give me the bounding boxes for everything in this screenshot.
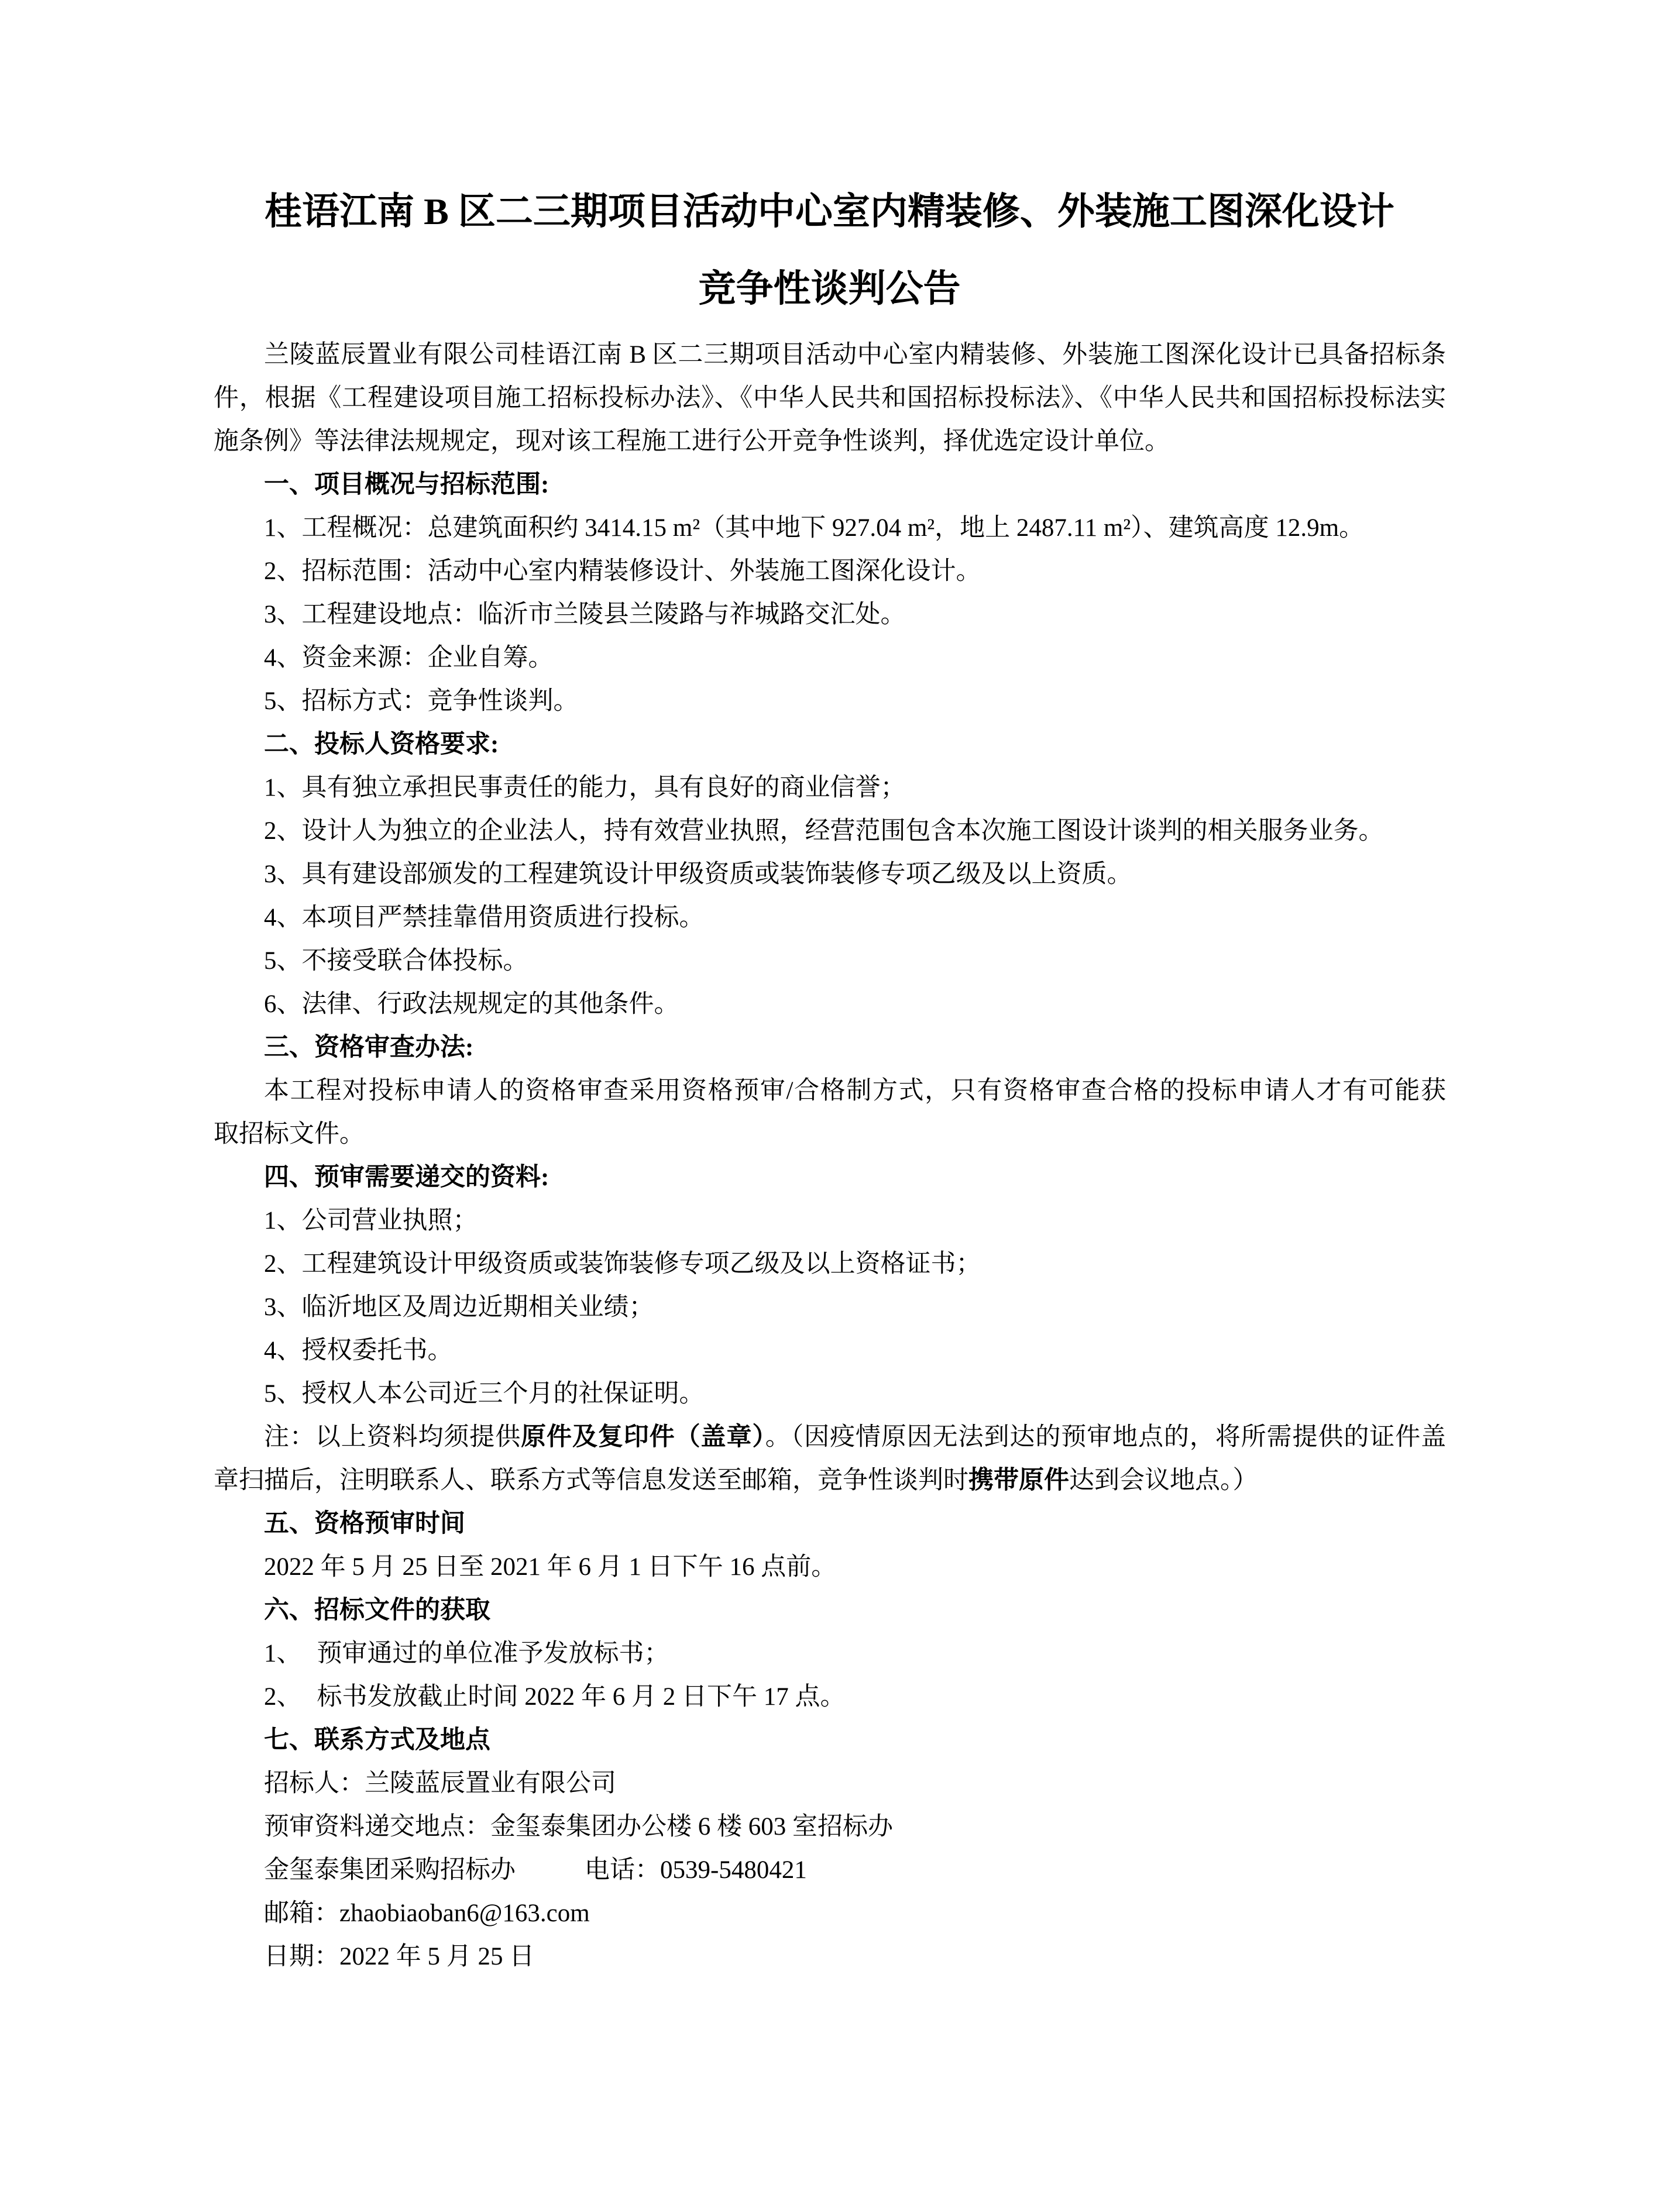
- section-4-item-5: 5、授权人本公司近三个月的社保证明。: [264, 1380, 705, 1408]
- doc-item-2-num: 2、: [264, 1683, 302, 1711]
- contact-bidder: 招标人：兰陵蓝辰置业有限公司: [264, 1770, 616, 1797]
- note-line-1-prefix: 注：以上资料均须提供: [264, 1423, 521, 1451]
- qualification-review-line-2: 取招标文件。: [214, 1120, 365, 1148]
- section-3-heading: 三、资格审查办法:: [264, 1034, 474, 1061]
- section-5-heading: 五、资格预审时间: [264, 1510, 465, 1537]
- title-line-2: 竞争性谈判公告: [698, 268, 961, 309]
- document-title: [214, 173, 1445, 328]
- note-line-2: [214, 1459, 1445, 1502]
- note-line-2-bold: 携带原件: [968, 1467, 1069, 1494]
- section-6-heading: 六、招标文件的获取: [264, 1597, 490, 1624]
- section-4-item-1: 1、公司营业执照；: [264, 1207, 478, 1234]
- doc-item-2: [214, 1676, 1445, 1719]
- section-2-item-3: 3、具有建设部颁发的工程建筑设计甲级资质或装饰装修专项乙级及以上资质。: [264, 861, 1132, 888]
- note-line-1-suffix: 。（因疫情原因无法到达的预审地点的，将所需提供的证件盖: [765, 1423, 1446, 1451]
- section-2-heading: 二、投标人资格要求:: [264, 731, 499, 758]
- document-body: [214, 333, 1445, 1979]
- section-4-item-2: 2、工程建筑设计甲级资质或装饰装修专项乙级及以上资格证书；: [264, 1250, 981, 1278]
- contact-date: 日期：2022 年 5 月 25 日: [264, 1943, 535, 1970]
- note-line-2-prefix: 章扫描后，注明联系人、联系方式等信息发送至邮箱，竞争性谈判时: [214, 1467, 968, 1494]
- section-1-item-3: 3、工程建设地点：临沂市兰陵县兰陵路与祚城路交汇处。: [264, 601, 906, 628]
- section-2-item-4: 4、本项目严禁挂靠借用资质进行投标。: [264, 904, 705, 931]
- qualification-review-line-1: 本工程对投标申请人的资格审查采用资格预审/合格制方式，只有资格审查合格的投标申请人才有可能获: [264, 1077, 1445, 1105]
- intro-line-3: 施条例》等法律法规规定，现对该工程施工进行公开竞争性谈判，择优选定设计单位。: [214, 428, 1170, 455]
- section-2-item-1: 1、具有独立承担民事责任的能力，具有良好的商业信誉；: [264, 774, 906, 801]
- contact-email: 邮箱：zhaobiaoban6@163.com: [264, 1900, 590, 1927]
- contact-submission-address: 预审资料递交地点：金玺泰集团办公楼 6 楼 603 室招标办: [264, 1813, 893, 1841]
- section-4-heading: 四、预审需要递交的资料:: [264, 1164, 549, 1191]
- prequalification-time: 2022 年 5 月 25 日至 2021 年 6 月 1 日下午 16 点前。: [264, 1553, 837, 1581]
- section-2-item-2: 2、设计人为独立的企业法人，持有效营业执照，经营范围包含本次施工图设计谈判的相关服务业务。: [264, 817, 1384, 845]
- contact-phone: 电话：0539-5480421: [585, 1856, 807, 1884]
- section-4-item-3: 3、临沂地区及周边近期相关业绩；: [264, 1294, 654, 1321]
- note-line-1-bold: 原件及复印件（盖章）: [521, 1423, 765, 1451]
- doc-item-1-text: 预审通过的单位准予发放标书；: [317, 1640, 669, 1667]
- contact-office-phone: [214, 1849, 1445, 1892]
- section-1-item-4: 4、资金来源：企业自筹。: [264, 644, 554, 672]
- doc-item-2-text: 标书发放截止时间 2022 年 6 月 2 日下午 17 点。: [317, 1683, 846, 1711]
- note-line-1: [214, 1416, 1445, 1459]
- section-7-heading: 七、联系方式及地点: [264, 1726, 490, 1754]
- intro-line-2: 件，根据《工程建设项目施工招标投标办法》、《中华人民共和国招标投标法》、《中华人民共和国招标投标法实: [214, 384, 1445, 412]
- title-line-1: 桂语江南 B 区二三期项目活动中心室内精装修、外装施工图深化设计: [265, 191, 1394, 232]
- section-1-heading: 一、项目概况与招标范围:: [264, 471, 549, 498]
- section-4-item-4: 4、授权委托书。: [264, 1337, 453, 1364]
- section-1-item-2: 2、招标范围：活动中心室内精装修设计、外装施工图深化设计。: [264, 558, 981, 585]
- intro-line-1: 兰陵蓝辰置业有限公司桂语江南 B 区二三期项目活动中心室内精装修、外装施工图深化设计已具备招标条: [264, 341, 1445, 369]
- note-line-2-suffix: 达到会议地点。）: [1069, 1467, 1258, 1494]
- section-1-item-1: 1、工程概况：总建筑面积约 3414.15 m²（其中地下 927.04 m²，地上 2487.11 m²）、建筑高度 12.9m。: [264, 514, 1365, 542]
- doc-item-1: [214, 1632, 1445, 1676]
- section-2-item-5: 5、不接受联合体投标。: [264, 947, 528, 975]
- section-1-item-5: 5、招标方式：竞争性谈判。: [264, 687, 579, 715]
- doc-item-1-num: 1、: [264, 1640, 302, 1667]
- contact-office: 金玺泰集团采购招标办: [264, 1856, 516, 1884]
- section-2-item-6: 6、法律、行政法规规定的其他条件。: [264, 990, 679, 1018]
